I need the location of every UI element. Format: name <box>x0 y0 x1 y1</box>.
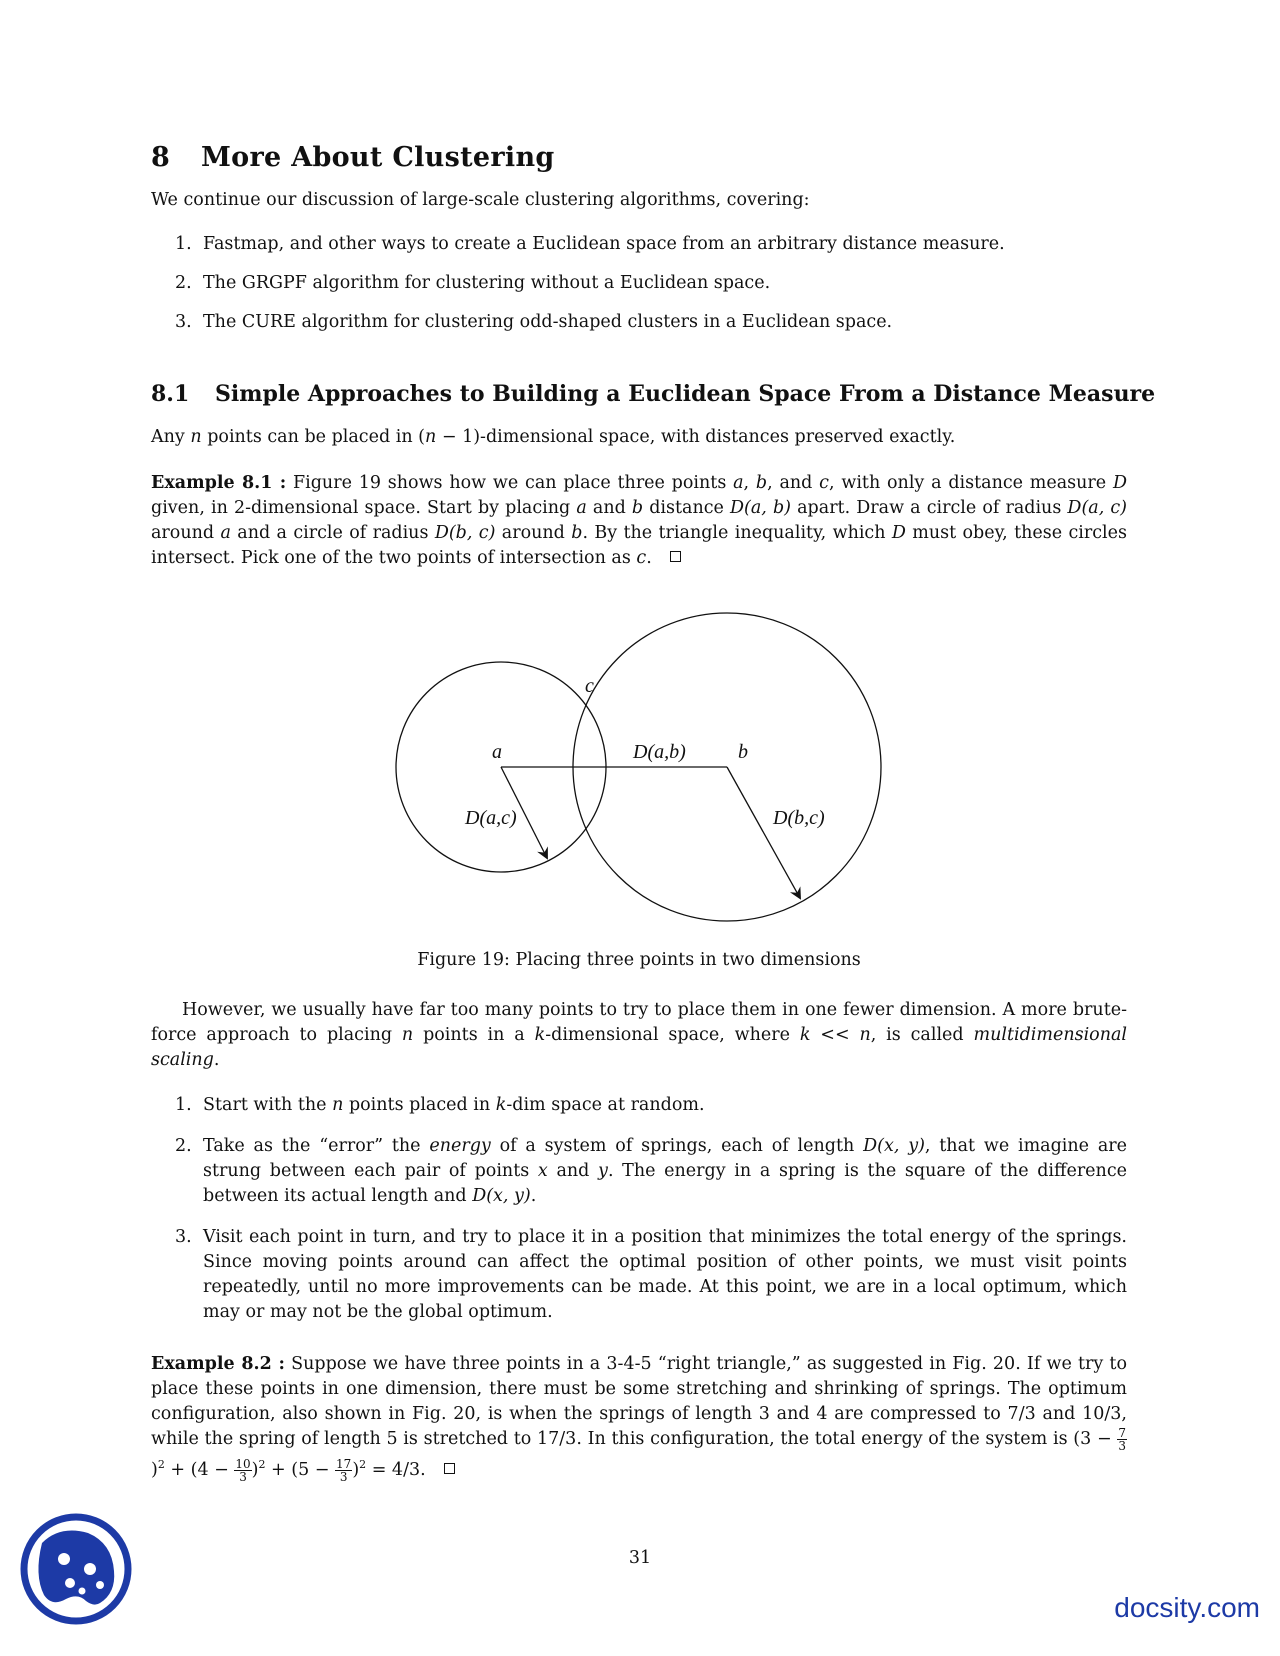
math-var: n <box>401 1025 414 1045</box>
radius-arrow-bc <box>727 767 800 898</box>
text-run: and <box>586 498 632 518</box>
label-dab: D(a,b) <box>633 741 686 763</box>
text-run: , with only a distance measure <box>828 473 1113 493</box>
text-run: given, in 2-dimensional space. Start by placing <box>151 498 577 518</box>
list-text: Visit each point in turn, and try to place it in a position that minimizes the total energy of the springs. Since moving points around can affect the optimal position of other points, we must visit points repeatedly, until no more improvements can be made. At this point, we are in a local optimum, which may or may not be the global optimum. <box>203 1227 1127 1322</box>
text-run: distance <box>643 498 731 518</box>
math-var: c <box>819 473 829 493</box>
fraction <box>1117 1427 1127 1452</box>
math-var: b <box>631 498 644 518</box>
eq-part: = 4/3. <box>366 1459 426 1480</box>
text-run: apart. Draw a circle of radius <box>791 498 1068 518</box>
math-expr: D(b, c) <box>434 523 496 543</box>
math-var: a <box>576 498 587 518</box>
math-var: D <box>891 523 906 543</box>
math-var: x <box>537 1161 548 1181</box>
text-run: and a circle of radius <box>230 523 435 543</box>
text-run: around <box>151 523 221 543</box>
math-expr: D(x, y) <box>863 1136 925 1156</box>
exponent: 2 <box>157 1458 165 1471</box>
text-run: , that we imagine are strung between each pair of points <box>203 1136 1127 1181</box>
list-item <box>151 1134 1127 1209</box>
label-b: b <box>738 741 748 763</box>
text-run: around <box>495 523 572 543</box>
text-run: However, we usually have far too many points to try to place them in one fewer dimension. A more brute-force approach to placing <box>151 1000 1127 1045</box>
page-number: 31 <box>628 1548 652 1568</box>
text-run: Any <box>151 427 191 447</box>
label-c: c <box>585 675 594 697</box>
text-run: . The energy in a spring is the square of the difference between its actual length and <box>203 1161 1127 1206</box>
text-run: points placed in <box>343 1095 496 1115</box>
list-text: The CURE algorithm for clustering odd-shaped clusters in a Euclidean space. <box>203 312 893 332</box>
label-dac: D(a,c) <box>465 807 517 829</box>
text-run: , <box>743 473 756 493</box>
math-var: k <box>495 1095 507 1115</box>
figure-caption: Figure 19: Placing three points in two dimensions <box>417 950 861 970</box>
math-var: b <box>755 473 768 493</box>
label-a: a <box>492 741 502 763</box>
subsection-title: Simple Approaches to Building a Euclidean Space From a Distance Measure <box>215 381 1156 407</box>
scaling-steps-list <box>151 1093 1127 1325</box>
example-8-2 <box>151 1352 1127 1483</box>
math-var: a <box>733 473 744 493</box>
math-expr: D(a, c) <box>1067 498 1128 518</box>
math-var: n <box>332 1095 344 1115</box>
text-run: , and <box>767 473 820 493</box>
eq-part: ) <box>151 1459 158 1480</box>
example-label: Example 8.1 : <box>151 473 287 493</box>
eq-part: ) <box>251 1459 259 1480</box>
denominator: 3 <box>1118 1439 1126 1453</box>
text-run: Start with the <box>203 1095 333 1115</box>
text-run: . By the triangle inequality, which <box>582 523 892 543</box>
section-title: More About Clustering <box>201 142 555 173</box>
intro-paragraph: We continue our discussion of large-scale clustering algorithms, covering: <box>151 190 810 210</box>
text-run: Suppose we have three points in a 3-4-5 “right triangle,” as suggested in Fig. 20. If we try to place these points in one dimension, there must be some stretching and shrinking of springs. The optimum configuration, also shown in Fig. 20, is when the springs of length 3 and 4 are compressed to 7/3 and 10/3, while the spring of length 5 is stretched to 17/3. In this configuration, the total energy of the system is <box>151 1354 1127 1449</box>
exponent: 2 <box>359 1458 367 1471</box>
example-label: Example 8.2 : <box>151 1354 285 1374</box>
emphasis: energy <box>429 1136 491 1156</box>
numerator: 7 <box>1118 1426 1126 1440</box>
docsity-logo-icon[interactable] <box>20 1513 132 1625</box>
math-var: D <box>1112 473 1127 493</box>
text-run: . <box>646 548 652 568</box>
subsection-number: 8.1 <box>151 381 190 407</box>
math-expr: D(x, y) <box>472 1186 531 1206</box>
multidimensional-scaling-paragraph <box>151 998 1127 1073</box>
list-number: 1. <box>175 234 192 254</box>
list-number: 2. <box>175 273 192 293</box>
math-expr: k << n <box>799 1025 871 1045</box>
math-var: b <box>571 523 583 543</box>
list-number: 3. <box>175 312 192 332</box>
eq-part: + (4 − <box>164 1459 235 1480</box>
list-text: The GRGPF algorithm for clustering without a Euclidean space. <box>203 273 771 293</box>
text-run: -dim space at random. <box>506 1095 705 1115</box>
text-run: and <box>547 1161 599 1181</box>
list-number: 1. <box>175 1095 192 1115</box>
text-run: . <box>530 1186 537 1206</box>
math-expr: D(a, b) <box>730 498 792 518</box>
list-text: Fastmap, and other ways to create a Euclidean space from an arbitrary distance measure. <box>203 234 1005 254</box>
list-number: 3. <box>175 1227 192 1247</box>
text-run: Take as the “error” the <box>203 1136 430 1156</box>
numerator: 10 <box>235 1456 251 1471</box>
math-var: c <box>636 548 647 568</box>
math-var: y <box>598 1161 608 1181</box>
math-n: n <box>425 427 437 447</box>
text-run: points in a <box>413 1025 535 1045</box>
math-var: k <box>534 1025 546 1045</box>
text-run: must obey, these circles intersect. Pick one of the two points of intersection as <box>151 523 1127 568</box>
emphasis: multidimensional scaling <box>151 1025 1128 1070</box>
denominator: 3 <box>339 1469 348 1484</box>
math-n: n <box>190 427 202 447</box>
list-item <box>151 1093 1127 1118</box>
text-run: , is called <box>870 1025 974 1045</box>
eq-part: ) <box>352 1459 360 1480</box>
fraction <box>335 1458 352 1483</box>
list-number: 2. <box>175 1136 192 1156</box>
label-dbc: D(b,c) <box>773 807 825 829</box>
list-item <box>151 1225 1127 1325</box>
end-of-example-square <box>444 1463 455 1474</box>
exponent: 2 <box>258 1458 266 1471</box>
math-var: a <box>220 523 231 543</box>
text-run: points can be placed in ( <box>201 427 425 447</box>
eq-part: + (5 − <box>265 1459 336 1480</box>
fraction <box>234 1458 251 1483</box>
denominator: 3 <box>239 1469 247 1484</box>
text-run: -dimensional space, where <box>545 1025 800 1045</box>
brand-link[interactable]: docsity.com <box>1114 1592 1260 1623</box>
eq-part: (3 − <box>1073 1429 1118 1449</box>
numerator: 17 <box>336 1456 352 1471</box>
text-run: . <box>213 1050 220 1070</box>
text-run: Figure 19 shows how we can place three points <box>286 473 734 493</box>
section-number: 8 <box>151 142 171 173</box>
text-run: of a system of springs, each of length <box>490 1136 864 1156</box>
text-run: − 1)-dimensional space, with distances preserved exactly. <box>436 427 956 447</box>
